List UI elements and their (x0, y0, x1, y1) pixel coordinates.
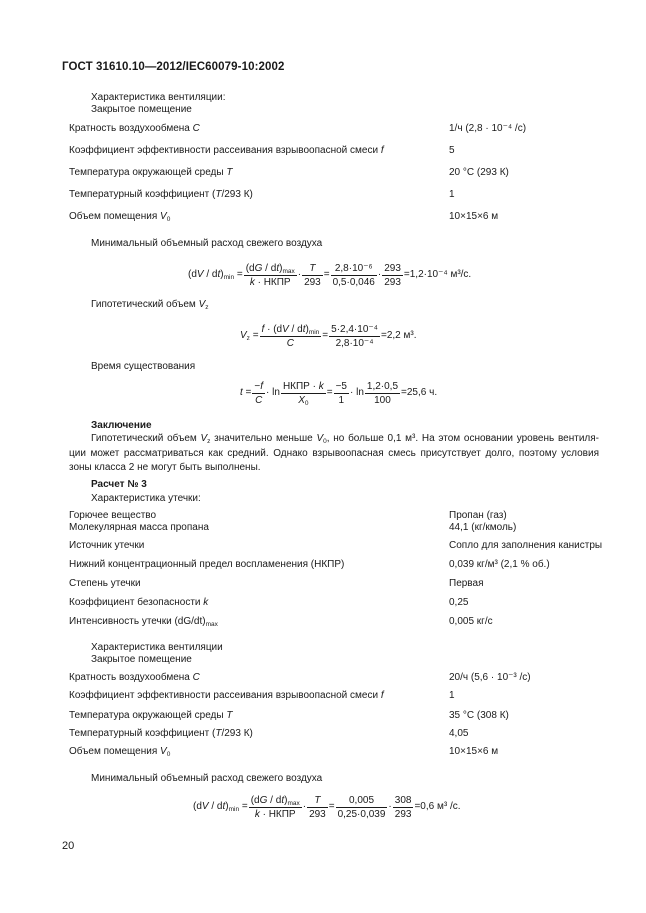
vent1-row-v-value: 10×15×6 м (449, 211, 499, 222)
calc3-title: Расчет № 3 (91, 479, 147, 490)
vent1-row-tcoef-value: 1 (449, 189, 455, 200)
vent2-row-t-value: 35 °С (308 К) (449, 710, 509, 721)
leak-row-k: Коэффициент безопасности k (69, 597, 209, 608)
min-flow-label-2: Минимальный объемный расход свежего воздуха (91, 773, 323, 784)
vent2-row-t: Температура окружающей среды T (69, 710, 233, 721)
vent2-row-c: Кратность воздухообмена C (69, 672, 200, 683)
leak-row-substance-value: Пропан (газ) (449, 510, 507, 521)
eq3-result: 25,6 ч. (406, 387, 438, 398)
leak-row-k-value: 0,25 (449, 597, 469, 608)
min-flow-label: Минимальный объемный расход свежего воздуха (91, 238, 323, 249)
vent2-heading: Характеристика вентиляции (91, 642, 223, 653)
vent2-row-c-value: 20/ч (5,6 · 10⁻³ /с) (449, 672, 531, 683)
page-header: ГОСТ 31610.10—2012/IEC60079-10:2002 (62, 61, 285, 73)
conclusion-text: Гипотетический объем $V_z$ значительно меньше $V_0$, но больше 0,1 м³. На этом основании уровень вентиля-ции может рассматриваться как средний. Однако взрывоопасная смесь присутствует долго, поэтому условия зоны класса 2 не могут быть выполнены. (69, 433, 599, 473)
vent2-row-tcoef-value: 4,05 (449, 728, 469, 739)
time-label: Время существования (91, 361, 196, 372)
vent1-row-tcoef: Температурный коэффициент (T/293 К) (69, 189, 253, 200)
vent1-heading: Характеристика вентиляции: (91, 92, 226, 103)
vent2-row-tcoef: Температурный коэффициент (T/293 К) (69, 728, 253, 739)
equation-min-flow: $(dV / dt)_{min}$ = $\frac{(dG / dt)_{max}}{\text{k · НКПР}}$ · $\frac{T}{293}$ = $\frac{\text{2,8·10⁻⁶}}{0,5\cdot 0,046}$ · $\frac{293}{293}$ = 1,2·10⁻⁴ м³/с. (188, 262, 472, 288)
equation-time: t = $\frac{-f}{C}$ · ln $\frac{\text{НКПР · k}}{X_0}$ = $\frac{-5}{1}$ · ln $\frac{1,2\cdot 0,5}{100}$ = 25,6 ч. (240, 380, 438, 407)
vent1-row-f: Коэффициент эффективности рассеивания взрывоопасной смеси f (69, 145, 384, 156)
vent2-row-v-value: 10×15×6 м (449, 746, 499, 757)
equation-vz: $V_z$ = $\frac{f \cdot (dV / dt)_{min}}{C}$ = $\frac{\text{5·2,4·10⁻⁴}}{\text{2,8·10⁻⁴}}$ = 2,2 м³. (240, 323, 417, 349)
vent2-subheading: Закрытое помещение (91, 654, 192, 665)
leak-row-rate-value: 0,005 кг/с (449, 616, 493, 627)
vent2-row-f-value: 1 (449, 690, 455, 701)
vent1-row-c-value: 1/ч (2,8 · 10⁻⁴ /с) (449, 123, 527, 134)
eq1-result: 1,2·10⁻⁴ м³/с. (409, 269, 472, 280)
vent1-row-v: Объем помещения $V_0$ (69, 211, 171, 223)
vent1-subheading: Закрытое помещение (91, 104, 192, 115)
leak-row-lel: Нижний концентрационный предел воспламенения (НКПР) (69, 559, 345, 570)
vent2-row-f: Коэффициент эффективности рассеивания взрывоопасной смеси f (69, 690, 384, 701)
vent1-row-t-value: 20 °С (293 К) (449, 167, 509, 178)
leak-row-substance: Горючее вещество (69, 510, 157, 521)
equation-min-flow-2: $(dV / dt)_{min}$ = $\frac{(dG / dt)_{max}}{\text{k · НКПР}}$ · $\frac{T}{293}$ = $\frac{0,005}{0,25\cdot 0,039}$ · $\frac{308}{293}$ = 0,6 м³ /с. (193, 794, 461, 820)
leak-row-grade: Степень утечки (69, 578, 141, 589)
leak-row-grade-value: Первая (449, 578, 484, 589)
vent1-row-f-value: 5 (449, 145, 455, 156)
vent2-row-v: Объем помещения $V_0$ (69, 746, 171, 758)
eq4-result: 0,6 м³ /с. (420, 801, 461, 812)
leak-row-lel-value: 0,039 кг/м³ (2,1 % об.) (449, 559, 550, 570)
leak-row-molmass-value: 44,1 (кг/кмоль) (449, 522, 517, 533)
leak-row-source: Источник утечки (69, 540, 145, 551)
conclusion-title: Заключение (91, 420, 152, 431)
page-number: 20 (62, 840, 75, 852)
leak-row-rate: Интенсивность утечки $(dG/dt)_{max}$ (69, 616, 218, 628)
eq2-result: 2,2 м³. (386, 330, 417, 341)
leak-row-molmass: Молекулярная масса пропана (69, 522, 209, 533)
leak-row-source-value: Сопло для заполнения канистры (449, 540, 603, 551)
vent1-row-c: Кратность воздухообмена C (69, 123, 200, 134)
vz-label: Гипотетический объем $V_z$ (91, 299, 209, 311)
calc3-leak-heading: Характеристика утечки: (91, 493, 201, 504)
vent1-row-t: Температура окружающей среды T (69, 167, 233, 178)
